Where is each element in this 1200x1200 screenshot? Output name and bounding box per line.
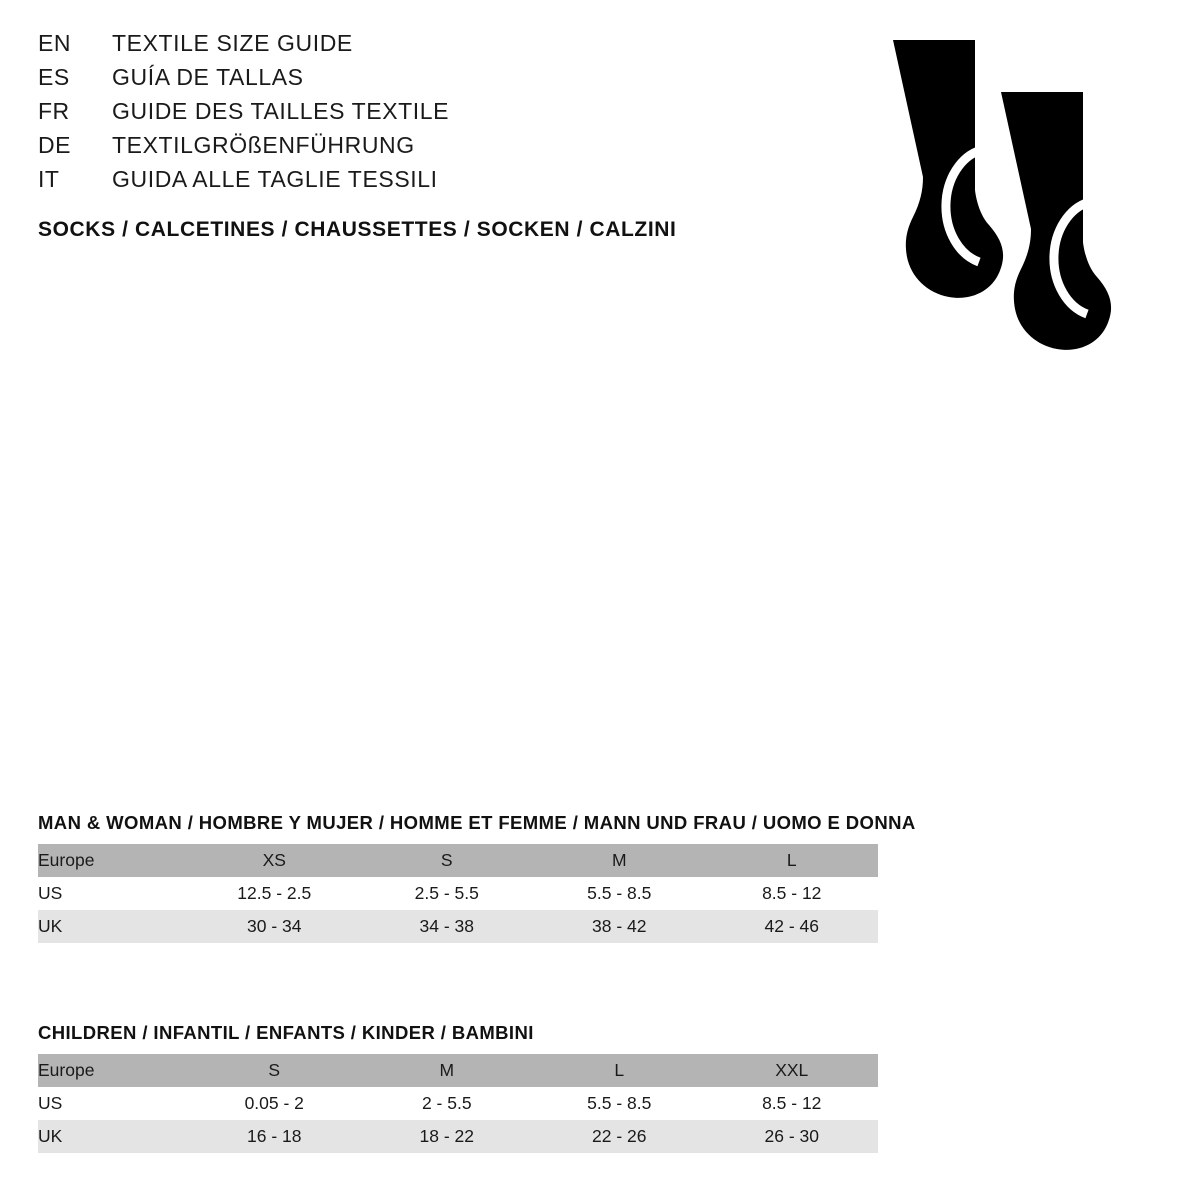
table-row xyxy=(38,910,968,943)
language-code: DE xyxy=(38,132,71,158)
table-row xyxy=(38,1087,968,1120)
table-cell: 30 - 34 xyxy=(188,910,361,943)
table-cell: 0.05 - 2 xyxy=(188,1087,361,1120)
language-label: GUÍA DE TALLAS xyxy=(112,64,304,90)
table-cell: 38 - 42 xyxy=(533,910,706,943)
table-cell: 12.5 - 2.5 xyxy=(188,877,361,910)
table-cell: 22 - 26 xyxy=(533,1120,706,1153)
children-size-table xyxy=(38,1054,968,1153)
language-code: EN xyxy=(38,30,71,56)
table-cell: 8.5 - 12 xyxy=(706,877,879,910)
table-cell: L xyxy=(706,844,879,877)
language-row xyxy=(38,166,798,200)
table-cell: 5.5 - 8.5 xyxy=(533,1087,706,1120)
table-cell: 18 - 22 xyxy=(361,1120,534,1153)
table-cell: L xyxy=(533,1054,706,1087)
language-label: TEXTILGRÖßENFÜHRUNG xyxy=(112,132,415,158)
table-cell: M xyxy=(361,1054,534,1087)
language-code: ES xyxy=(38,64,70,90)
table-cell: M xyxy=(533,844,706,877)
table-cell: S xyxy=(188,1054,361,1087)
table-cell: 8.5 - 12 xyxy=(706,1087,879,1120)
table-cell-spacer xyxy=(878,1054,968,1087)
row-label: US xyxy=(38,877,188,910)
table-row xyxy=(38,1054,968,1087)
product-category-line: SOCKS / CALCETINES / CHAUSSETTES / SOCKEN / CALZINI xyxy=(38,218,677,241)
adult-section-title: MAN & WOMAN / HOMBRE Y MUJER / HOMME ET FEMME / MANN UND FRAU / UOMO E DONNA xyxy=(38,812,916,833)
table-cell-spacer xyxy=(878,877,968,910)
table-cell: 16 - 18 xyxy=(188,1120,361,1153)
table-row xyxy=(38,877,968,910)
adult-size-table xyxy=(38,844,968,943)
children-size-section xyxy=(38,1022,968,1153)
row-label: Europe xyxy=(38,844,188,877)
table-row xyxy=(38,1120,968,1153)
row-label: UK xyxy=(38,910,188,943)
language-row xyxy=(38,30,798,64)
table-row xyxy=(38,844,968,877)
language-code: FR xyxy=(38,98,70,124)
table-cell: 2 - 5.5 xyxy=(361,1087,534,1120)
table-cell-spacer xyxy=(878,1087,968,1120)
table-cell: 5.5 - 8.5 xyxy=(533,877,706,910)
language-label: GUIDE DES TAILLES TEXTILE xyxy=(112,98,450,124)
language-row xyxy=(38,132,798,166)
table-cell: 2.5 - 5.5 xyxy=(361,877,534,910)
socks-illustration xyxy=(805,30,1135,360)
row-label: US xyxy=(38,1087,188,1120)
table-cell: S xyxy=(361,844,534,877)
table-cell: 26 - 30 xyxy=(706,1120,879,1153)
table-cell: 42 - 46 xyxy=(706,910,879,943)
children-section-title: CHILDREN / INFANTIL / ENFANTS / KINDER / BAMBINI xyxy=(38,1022,534,1043)
table-cell-spacer xyxy=(878,910,968,943)
table-cell: 34 - 38 xyxy=(361,910,534,943)
language-code: IT xyxy=(38,166,60,192)
adult-size-section xyxy=(38,812,968,943)
language-label: TEXTILE SIZE GUIDE xyxy=(112,30,353,56)
row-label: UK xyxy=(38,1120,188,1153)
table-cell-spacer xyxy=(878,844,968,877)
table-cell: XS xyxy=(188,844,361,877)
language-label: GUIDA ALLE TAGLIE TESSILI xyxy=(112,166,438,192)
language-row xyxy=(38,98,798,132)
language-header xyxy=(38,30,798,242)
row-label: Europe xyxy=(38,1054,188,1087)
table-cell: XXL xyxy=(706,1054,879,1087)
table-cell-spacer xyxy=(878,1120,968,1153)
language-row xyxy=(38,64,798,98)
